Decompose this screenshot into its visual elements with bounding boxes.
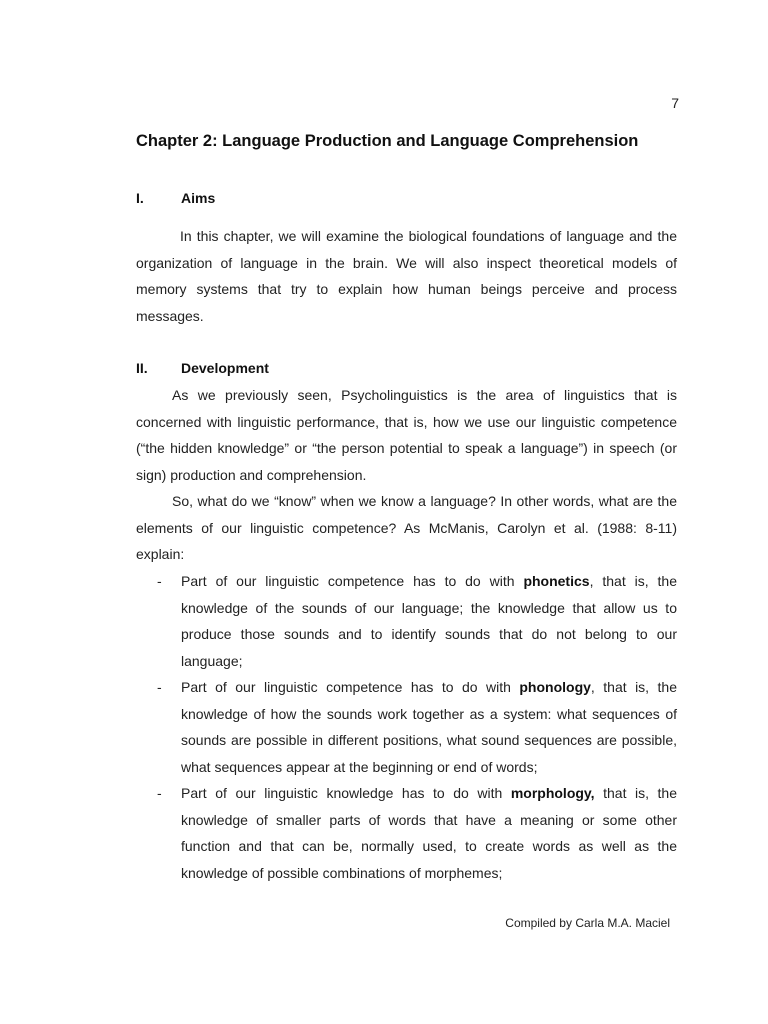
aims-paragraph-text: In this chapter, we will examine the biological foundations of language and the organization of language in the brain. We will also inspect theoretical models of memory systems that try to explain how human beings perceive and process messages. bbox=[136, 228, 677, 324]
chapter-title: Chapter 2: Language Production and Language Comprehension bbox=[136, 132, 639, 150]
competence-list bbox=[136, 568, 677, 886]
dash-bullet: - bbox=[157, 679, 162, 695]
list-item-text-before: Part of our linguistic knowledge has to do with bbox=[181, 785, 511, 801]
list-item bbox=[136, 674, 677, 780]
page-footer: Compiled by Carla M.A. Maciel bbox=[505, 916, 670, 930]
dash-bullet: - bbox=[157, 573, 162, 589]
development-paragraph-2-text: So, what do we “know” when we know a language? In other words, what are the elements of our linguistic competence? As McManis, Carolyn et al. (1988: 8-11) explain: bbox=[136, 493, 677, 562]
list-item-text-before: Part of our linguistic competence has to do with bbox=[181, 573, 524, 589]
list-item bbox=[136, 568, 677, 674]
section-heading-development bbox=[136, 358, 269, 378]
section-heading-aims bbox=[136, 188, 215, 208]
list-item-text-after: that is, the knowledge of smaller parts of words that have a meaning or some other function and that can be, normally used, to create words as well as the knowledge of possible combinations of morphemes; bbox=[181, 785, 678, 881]
list-item-text-after: , that is, the knowledge of how the sounds work together as a system: what sequences of sounds are possible in different positions, what sound sequences are possible, what sequences appear at the beginning or end of words; bbox=[181, 679, 677, 775]
dash-bullet: - bbox=[157, 785, 162, 801]
page-number: 7 bbox=[671, 95, 679, 111]
key-term: phonology bbox=[519, 679, 591, 695]
list-item-text-after: , that is, the knowledge of the sounds of our language; the knowledge that allow us to produce those sounds and to identify sounds that do not belong to our language; bbox=[181, 573, 677, 669]
list-item-text-before: Part of our linguistic competence has to do with bbox=[181, 679, 520, 695]
section-numeral: I. bbox=[136, 190, 144, 206]
section-title: Development bbox=[181, 360, 269, 376]
key-term: morphology, bbox=[510, 785, 595, 801]
section-numeral: II. bbox=[136, 360, 148, 376]
section-title: Aims bbox=[181, 190, 216, 206]
development-paragraph-2 bbox=[136, 488, 677, 568]
aims-paragraph bbox=[136, 223, 677, 329]
development-paragraph-1-text: As we previously seen, Psycholinguistics is the area of linguistics that is concerned with linguistic performance, that is, how we use our linguistic competence (“the hidden knowledge” or “the person potential to speak a language”) in speech (or sign) production and comprehension. bbox=[136, 387, 677, 483]
development-paragraph-1 bbox=[136, 382, 677, 488]
key-term: phonetics bbox=[523, 573, 590, 589]
list-item bbox=[136, 780, 677, 886]
